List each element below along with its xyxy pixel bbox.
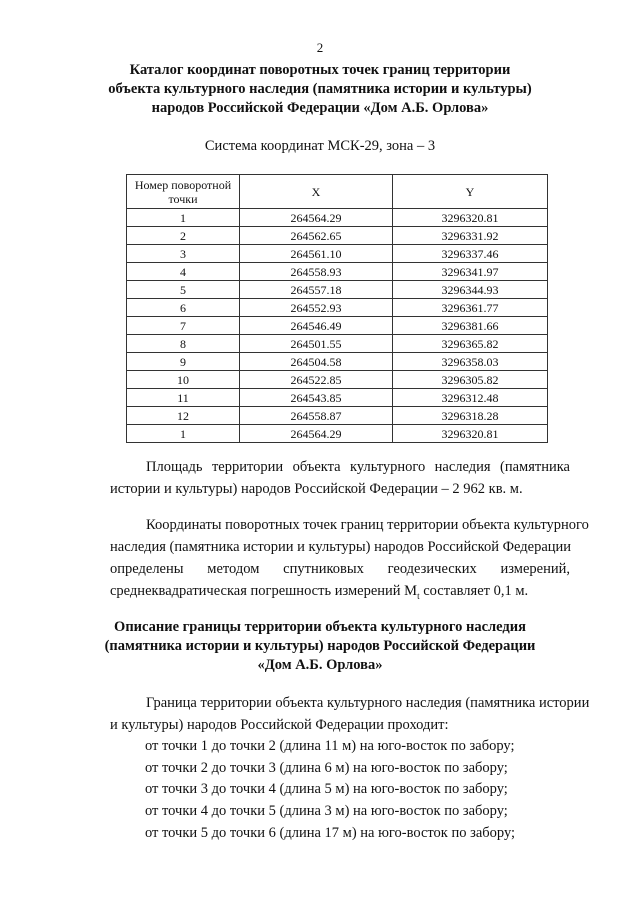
error-text: среднеквадратическая погрешность измерений M bbox=[110, 583, 418, 599]
cell-x: 264562.65 bbox=[240, 227, 393, 245]
cell-x: 264558.87 bbox=[240, 407, 393, 425]
cell-x: 264543.85 bbox=[240, 389, 393, 407]
cell-x: 264561.10 bbox=[240, 245, 393, 263]
header-x: X bbox=[240, 175, 393, 209]
table-row bbox=[127, 299, 548, 317]
cell-point: 1 bbox=[127, 209, 240, 227]
cell-x: 264546.49 bbox=[240, 317, 393, 335]
header-y: Y bbox=[393, 175, 548, 209]
cell-x: 264522.85 bbox=[240, 371, 393, 389]
paragraph-line: и культуры) народов Российской Федерации проходит: bbox=[110, 717, 449, 733]
catalog-title-line: народов Российской Федерации «Дом А.Б. Орлова» bbox=[151, 100, 489, 116]
boundary-segments-list bbox=[145, 736, 515, 845]
cell-point: 9 bbox=[127, 353, 240, 371]
area-paragraph bbox=[110, 456, 570, 500]
table-row bbox=[127, 281, 548, 299]
table-row bbox=[127, 335, 548, 353]
table-row bbox=[127, 209, 548, 227]
cell-point: 8 bbox=[127, 335, 240, 353]
catalog-title bbox=[0, 61, 640, 118]
cell-y: 3296331.92 bbox=[393, 227, 548, 245]
table-row bbox=[127, 371, 548, 389]
cell-y: 3296312.48 bbox=[393, 389, 548, 407]
table-row bbox=[127, 317, 548, 335]
cell-y: 3296341.97 bbox=[393, 263, 548, 281]
error-value-text: составляет 0,1 м. bbox=[419, 583, 529, 599]
coordinate-system-label: Система координат МСК-29, зона – 3 bbox=[204, 138, 436, 154]
list-item: от точки 1 до точки 2 (длина 11 м) на юго-восток по забору; bbox=[145, 738, 515, 754]
table-row bbox=[127, 353, 548, 371]
cell-point: 6 bbox=[127, 299, 240, 317]
cell-x: 264558.93 bbox=[240, 263, 393, 281]
heading-line: «Дом А.Б. Орлова» bbox=[257, 657, 383, 673]
cell-point: 2 bbox=[127, 227, 240, 245]
table-row bbox=[127, 407, 548, 425]
cell-x: 264564.29 bbox=[240, 209, 393, 227]
cell-y: 3296365.82 bbox=[393, 335, 548, 353]
cell-x: 264557.18 bbox=[240, 281, 393, 299]
cell-point: 7 bbox=[127, 317, 240, 335]
error-subscript: t bbox=[417, 590, 420, 601]
table-row bbox=[127, 245, 548, 263]
cell-x: 264564.29 bbox=[240, 425, 393, 443]
heading-line: Описание границы территории объекта культурного наследия bbox=[114, 619, 526, 635]
boundary-intro-paragraph bbox=[110, 692, 590, 736]
cell-point: 10 bbox=[127, 371, 240, 389]
list-item: от точки 2 до точки 3 (длина 6 м) на юго-восток по забору; bbox=[145, 759, 508, 776]
cell-point: 4 bbox=[127, 263, 240, 281]
catalog-title-line: Каталог координат поворотных точек границ территории bbox=[129, 62, 511, 78]
cell-y: 3296358.03 bbox=[393, 353, 548, 371]
cell-y: 3296381.66 bbox=[393, 317, 548, 335]
cell-x: 264504.58 bbox=[240, 353, 393, 371]
paragraph-line: наследия (памятника истории и культуры) народов Российской Федерации bbox=[110, 539, 572, 555]
table-row bbox=[127, 425, 548, 443]
table-row bbox=[127, 389, 548, 407]
cell-point: 1 bbox=[127, 425, 240, 443]
table-row bbox=[127, 263, 548, 281]
boundary-description-heading bbox=[0, 618, 640, 675]
cell-point: 3 bbox=[127, 245, 240, 263]
cell-point: 11 bbox=[127, 389, 240, 407]
cell-y: 3296305.82 bbox=[393, 371, 548, 389]
heading-line: (памятника истории и культуры) народов Российской Федерации bbox=[104, 638, 536, 654]
list-item: от точки 5 до точки 6 (длина 17 м) на юго-восток по забору; bbox=[145, 824, 516, 841]
cell-point: 12 bbox=[127, 407, 240, 425]
catalog-title-line: объекта культурного наследия (памятника истории и культуры) bbox=[108, 81, 532, 97]
paragraph-line: Площадь территории объекта культурного наследия (памятника bbox=[146, 459, 570, 475]
cell-y: 3296337.46 bbox=[393, 245, 548, 263]
paragraph-line: Координаты поворотных точек границ территории объекта культурного bbox=[146, 517, 589, 533]
page-number: 2 bbox=[316, 40, 324, 55]
table-row bbox=[127, 227, 548, 245]
paragraph-line: определены методом спутниковых геодезических измерений, bbox=[110, 561, 570, 577]
cell-x: 264552.93 bbox=[240, 299, 393, 317]
cell-x: 264501.55 bbox=[240, 335, 393, 353]
cell-y: 3296320.81 bbox=[393, 209, 548, 227]
coordinates-table bbox=[126, 174, 548, 443]
cell-point: 5 bbox=[127, 281, 240, 299]
list-item: от точки 3 до точки 4 (длина 5 м) на юго-восток по забору; bbox=[145, 781, 508, 798]
list-item: от точки 4 до точки 5 (длина 3 м) на юго-восток по забору; bbox=[145, 803, 508, 820]
cell-y: 3296318.28 bbox=[393, 407, 548, 425]
cell-y: 3296361.77 bbox=[393, 299, 548, 317]
paragraph-line bbox=[110, 580, 570, 607]
paragraph-line: истории и культуры) народов Российской Федерации – 2 962 кв. м. bbox=[110, 481, 523, 497]
accuracy-paragraph bbox=[110, 514, 589, 607]
cell-y: 3296344.93 bbox=[393, 281, 548, 299]
table-header-row bbox=[127, 175, 548, 209]
header-point-number: Номер поворотной точки bbox=[127, 175, 240, 209]
paragraph-line: Граница территории объекта культурного наследия (памятника истории bbox=[146, 695, 590, 711]
cell-y: 3296320.81 bbox=[393, 425, 548, 443]
